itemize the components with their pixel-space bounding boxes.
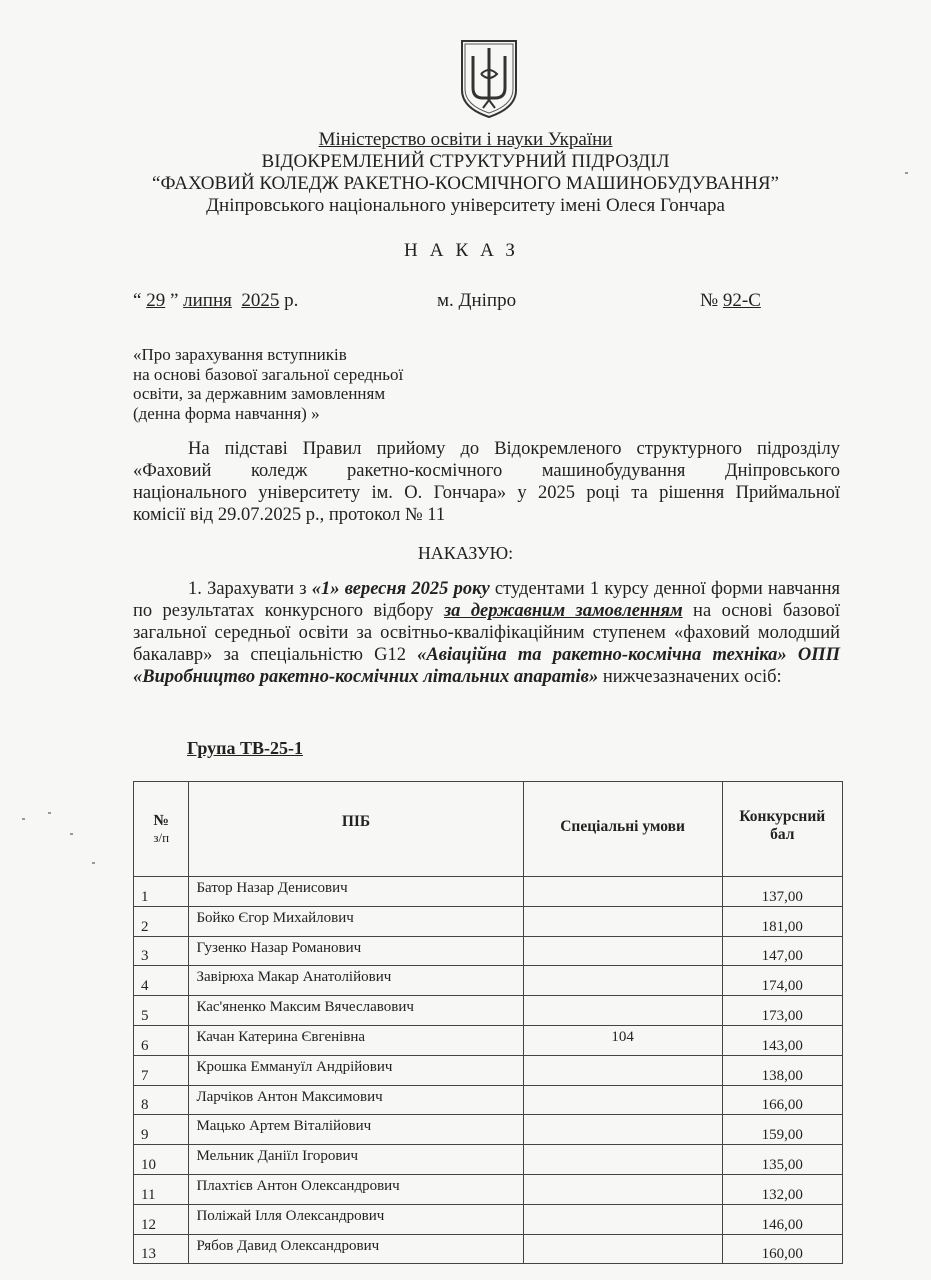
table-row bbox=[134, 1204, 843, 1234]
special-conditions bbox=[523, 877, 722, 907]
row-number: 1 bbox=[134, 877, 189, 907]
special-conditions: 104 bbox=[523, 1025, 722, 1055]
score: 181,00 bbox=[722, 906, 842, 936]
university-line: Дніпровського національного університету імені Олеся Гончара bbox=[206, 195, 725, 216]
student-name: Поліжай Ілля Олександрович bbox=[189, 1204, 523, 1234]
student-name: Батор Назар Денисович bbox=[189, 877, 523, 907]
special-conditions bbox=[523, 1145, 722, 1175]
score: 147,00 bbox=[722, 936, 842, 966]
special-conditions bbox=[523, 1085, 722, 1115]
score: 135,00 bbox=[722, 1145, 842, 1175]
table-row bbox=[134, 1174, 843, 1204]
row-number: 3 bbox=[134, 936, 189, 966]
order-number: № 92-С bbox=[700, 290, 761, 311]
students-table bbox=[133, 781, 843, 1264]
header-number: № з/п bbox=[134, 782, 189, 877]
student-name: Кас'яненко Максим Вячеславович bbox=[189, 996, 523, 1026]
table-row bbox=[134, 996, 843, 1026]
coat-of-arms-icon bbox=[459, 38, 519, 120]
table-row bbox=[134, 1115, 843, 1145]
student-name: Гузенко Назар Романович bbox=[189, 936, 523, 966]
order-word: НАКАЗУЮ: bbox=[417, 543, 514, 563]
group-title: Група ТВ-25-1 bbox=[187, 738, 303, 758]
table-row bbox=[134, 1145, 843, 1175]
table-row bbox=[134, 1085, 843, 1115]
score: 137,00 bbox=[722, 877, 842, 907]
row-number: 2 bbox=[134, 906, 189, 936]
student-name: Завірюха Макар Анатолійович bbox=[189, 966, 523, 996]
row-number: 7 bbox=[134, 1055, 189, 1085]
special-conditions bbox=[523, 966, 722, 996]
clause-1: 1. Зарахувати з «1» вересня 2025 року студентами 1 курсу денної форми навчання по результатах конкурсного відбору за державним замовленням на основі базової загальної середньої освіти за освітньо-кваліфікаційним ступенем «фаховий молодший бакалавр» за спеціальністю G12 «Авіаційна та ракетно-космічна техніка» ОПП «Виробництво ракетно-космічних літальних апаратів» нижчезазначених осіб: bbox=[133, 579, 841, 687]
special-conditions bbox=[523, 1055, 722, 1085]
basis-paragraph: На підставі Правил прийому до Відокремленого структурного підрозділу «Фаховий коледж ракетно-космічного машинобудування Дніпровського національного університету ім. О. Гончара» у 2025 році та рішення Приймальної комісії від 29.07.2025 р., протокол № 11 bbox=[133, 439, 840, 525]
order-city: м. Дніпро bbox=[437, 290, 517, 311]
special-conditions bbox=[523, 1204, 722, 1234]
score: 146,00 bbox=[722, 1204, 842, 1234]
student-name: Мельник Даніїл Ігорович bbox=[189, 1145, 523, 1175]
row-number: 8 bbox=[134, 1085, 189, 1115]
row-number: 9 bbox=[134, 1115, 189, 1145]
table-row bbox=[134, 1234, 843, 1264]
score: 160,00 bbox=[722, 1234, 842, 1264]
row-number: 12 bbox=[134, 1204, 189, 1234]
student-name: Ларчіков Антон Максимович bbox=[189, 1085, 523, 1115]
score: 174,00 bbox=[722, 966, 842, 996]
special-conditions bbox=[523, 936, 722, 966]
student-name: Плахтієв Антон Олександрович bbox=[189, 1174, 523, 1204]
header-score: Конкурсний бал bbox=[722, 782, 842, 877]
scan-speck bbox=[905, 172, 908, 174]
table-row bbox=[134, 906, 843, 936]
special-conditions bbox=[523, 1234, 722, 1264]
header-conditions: Спеціальні умови bbox=[523, 782, 722, 877]
table-row bbox=[134, 877, 843, 907]
score: 132,00 bbox=[722, 1174, 842, 1204]
student-name: Рябов Давид Олександрович bbox=[189, 1234, 523, 1264]
score: 138,00 bbox=[722, 1055, 842, 1085]
score: 166,00 bbox=[722, 1085, 842, 1115]
unit-line: ВІДОКРЕМЛЕНИЙ СТРУКТУРНИЙ ПІДРОЗДІЛ bbox=[261, 151, 670, 172]
table-row bbox=[134, 936, 843, 966]
scan-speck bbox=[70, 833, 73, 835]
header-name: ПІБ bbox=[189, 782, 523, 877]
order-subject: «Про зарахування вступників на основі базової загальної середньої освіти, за державним замовленням (денна форма навчання) » bbox=[133, 345, 404, 423]
special-conditions bbox=[523, 906, 722, 936]
row-number: 11 bbox=[134, 1174, 189, 1204]
ministry-line: Міністерство освіти і науки України bbox=[318, 129, 613, 150]
row-number: 10 bbox=[134, 1145, 189, 1175]
table-row bbox=[134, 966, 843, 996]
scan-speck bbox=[22, 818, 25, 820]
student-name: Крошка Еммануїл Андрійович bbox=[189, 1055, 523, 1085]
row-number: 13 bbox=[134, 1234, 189, 1264]
student-name: Бойко Єгор Михайлович bbox=[189, 906, 523, 936]
score: 173,00 bbox=[722, 996, 842, 1026]
score: 159,00 bbox=[722, 1115, 842, 1145]
student-name: Мацько Артем Віталійович bbox=[189, 1115, 523, 1145]
document-title: НАКАЗ bbox=[404, 240, 527, 261]
table-row bbox=[134, 1025, 843, 1055]
row-number: 6 bbox=[134, 1025, 189, 1055]
special-conditions bbox=[523, 996, 722, 1026]
special-conditions bbox=[523, 1115, 722, 1145]
score: 143,00 bbox=[722, 1025, 842, 1055]
row-number: 5 bbox=[134, 996, 189, 1026]
table-header-row bbox=[134, 782, 843, 877]
row-number: 4 bbox=[134, 966, 189, 996]
scan-speck bbox=[48, 812, 51, 814]
scan-speck bbox=[92, 862, 95, 864]
college-line: “ФАХОВИЙ КОЛЕДЖ РАКЕТНО-КОСМІЧНОГО МАШИНОБУДУВАННЯ” bbox=[152, 173, 779, 194]
table-row bbox=[134, 1055, 843, 1085]
student-name: Качан Катерина Євгенівна bbox=[189, 1025, 523, 1055]
special-conditions bbox=[523, 1174, 722, 1204]
order-date: “ 29 ” липня 2025 р. bbox=[133, 290, 299, 311]
